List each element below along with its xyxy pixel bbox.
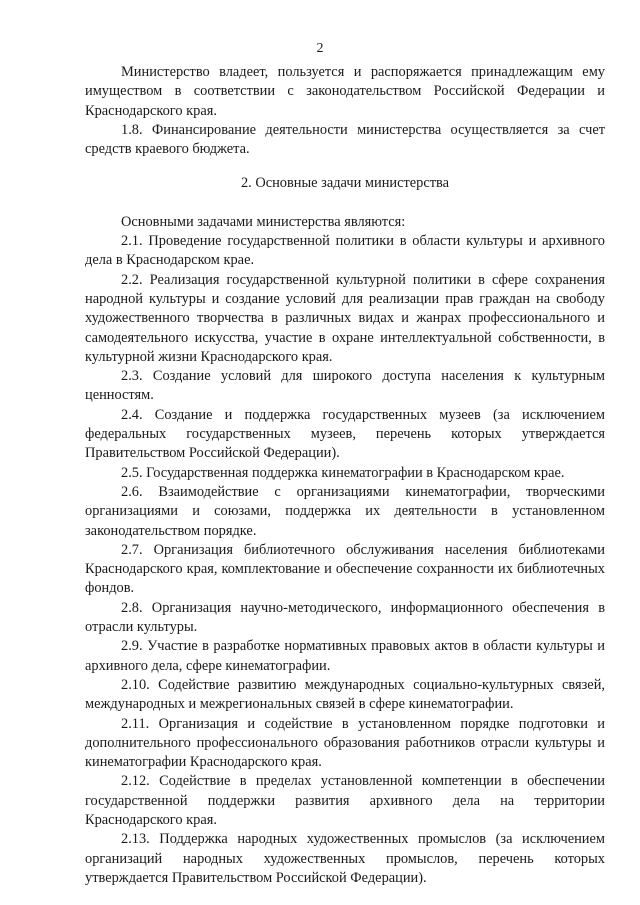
section-intro: Основными задачами министерства являются: <box>121 213 406 230</box>
list-item-2-5: 2.5. Государственная поддержка кинематографии в Краснодарском крае. <box>121 464 565 481</box>
list-item-2-1: 2.1. Проведение государственной политики в области культуры и архивного дела в Краснодарском крае. <box>85 233 605 269</box>
list-item-2-4: 2.4. Создание и поддержка государственных музеев (за исключением федеральных государственных музеев, перечень которых утверждается Правительством Российской Федерации). <box>85 406 605 462</box>
list-item-2-7: 2.7. Организация библиотечного обслуживания населения библиотеками Краснодарского края, комплектование и обеспечение сохранности их библиотечных фондов. <box>85 541 605 597</box>
list-item-2-3: 2.3. Создание условий для широкого доступа населения к культурным ценностям. <box>85 368 605 404</box>
paragraph-1-8-financing: 1.8. Финансирование деятельности министерства осуществляется за счет средств краевого бюджета. <box>85 121 605 158</box>
list-item-2-10: 2.10. Содействие развитию международных социально-культурных связей, международных и межрегиональных связей в сфере кинематографии. <box>85 676 605 713</box>
list-item-2-12: 2.12. Содействие в пределах установленной компетенции в обеспечении государственной поддержки развития архивного дела на территории Краснодарского края. <box>85 773 605 828</box>
list-item-2-13: 2.13. Поддержка народных художественных промыслов (за исключением организаций народных художественных промыслов, перечень которых утверждается Правительством Российской Федерации). <box>85 831 605 886</box>
page-number: 2 <box>316 41 324 56</box>
section-heading: 2. Основные задачи министерства <box>240 175 450 192</box>
paragraph-property-management: Министерство владеет, пользуется и распоряжается принадлежащим ему имуществом в соответствии с законодательством Российской Федерации и Краснодарского края. <box>85 64 605 119</box>
list-item-2-6: 2.6. Взаимодействие с организациями кинематографии, творческими организациями и союзами, поддержка их деятельности в установленном законодательством порядке. <box>85 483 605 539</box>
list-item-2-9: 2.9. Участие в разработке нормативных правовых актов в области культуры и архивного дела, сфере кинематографии. <box>85 638 605 674</box>
list-item-2-8: 2.8. Организация научно-методического, информационного обеспечения в отрасли культуры. <box>85 599 605 636</box>
document-body <box>85 63 605 888</box>
list-item-2-2: 2.2. Реализация государственной культурной политики в сфере сохранения народной культуры и создание условий для реализации прав граждан на свободу художественного творчества в различных видах и жанрах профессионального и самодеятельного искусства, участие в охране интеллектуальной собственности, в культурной жизни Краснодарского края. <box>85 271 605 365</box>
list-item-2-11: 2.11. Организация и содействие в установленном порядке подготовки и дополнительного профессионального образования работников отрасли культуры и кинематографии Краснодарского края. <box>85 715 605 771</box>
